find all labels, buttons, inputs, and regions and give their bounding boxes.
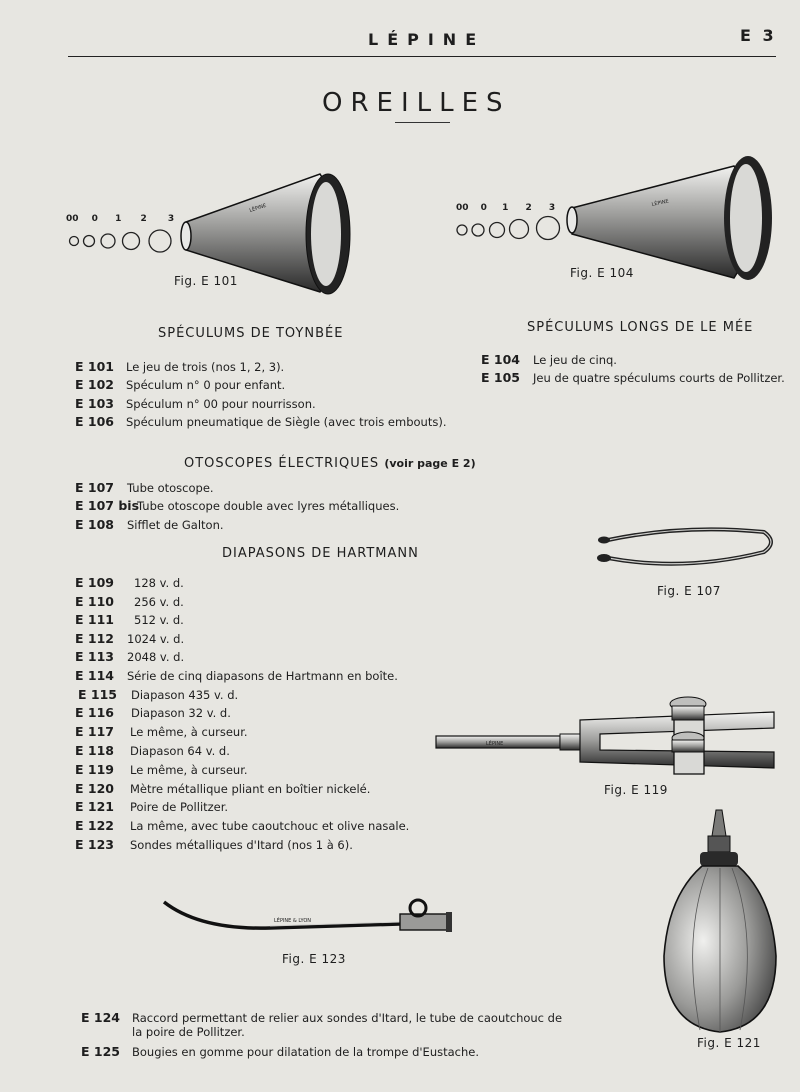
- item-desc: Diapason 64 v. d.: [130, 744, 230, 758]
- item-code: E 114: [75, 668, 114, 683]
- item-code: E 123: [75, 837, 114, 852]
- pollitzer-bulb-e121-drawing: [660, 806, 782, 1038]
- item-code: E 111: [75, 612, 114, 627]
- section-heading-toynbee: SPÉCULUMS DE TOYNBÉE: [158, 326, 344, 341]
- section-heading-lemee: SPÉCULUMS LONGS DE LE MÉE: [527, 320, 754, 335]
- size-circles-e104: [454, 214, 569, 244]
- size-label: 00: [66, 214, 79, 224]
- size-label: 00: [456, 203, 469, 213]
- item-code: E 106: [75, 414, 114, 429]
- engraving-text: LÉPINE: [486, 741, 504, 747]
- item-code: E 101: [75, 359, 114, 374]
- heading-text: OTOSCOPES ÉLECTRIQUES: [184, 456, 380, 471]
- item-desc: Le jeu de cinq.: [533, 353, 617, 367]
- item-desc: La même, avec tube caoutchouc et olive nasale.: [130, 819, 410, 833]
- figure-caption-e119: Fig. E 119: [604, 783, 668, 797]
- item-code: E 110: [75, 594, 114, 609]
- item-desc: Spéculum n° 0 pour enfant.: [126, 378, 286, 392]
- engraving-text: LÉPINE & LYON: [274, 918, 311, 924]
- item-desc: Spéculum n° 00 pour nourrisson.: [126, 397, 316, 411]
- size-label: 0: [480, 203, 487, 213]
- item-code: E 112: [75, 631, 114, 646]
- page-title: OREILLES: [322, 88, 511, 118]
- item-code: E 104: [481, 352, 520, 367]
- header-brand: LÉPINE: [368, 30, 486, 49]
- item-desc: Le même, à curseur.: [130, 763, 248, 777]
- page-number: E 3: [740, 26, 777, 45]
- item-desc-continued: la poire de Pollitzer.: [132, 1025, 245, 1039]
- size-label: 3: [167, 214, 175, 224]
- item-desc: Série de cinq diapasons de Hartmann en boîte.: [127, 669, 398, 683]
- item-code: E 125: [81, 1044, 120, 1059]
- figure-caption-e107: Fig. E 107: [657, 584, 721, 598]
- size-label: 1: [502, 203, 509, 213]
- item-code: E 108: [75, 517, 114, 532]
- item-desc: Jeu de quatre spéculums courts de Pollitzer.: [533, 371, 785, 385]
- item-desc: 512 v. d.: [134, 613, 184, 627]
- section-heading-otoscopes: [184, 456, 476, 471]
- item-desc: 128 v. d.: [134, 576, 184, 590]
- item-desc: Le même, à curseur.: [130, 725, 248, 739]
- item-desc: Mètre métallique pliant en boîtier nickelé.: [130, 782, 371, 796]
- item-code: E 105: [481, 370, 520, 385]
- engraving-text: LÉPINE: [651, 198, 670, 208]
- item-desc: 1024 v. d.: [127, 632, 185, 646]
- item-desc: Sifflet de Galton.: [127, 518, 224, 532]
- size-circles-e101: [66, 226, 181, 256]
- item-code: E 113: [75, 649, 114, 664]
- figure-caption-e104: Fig. E 104: [570, 266, 634, 280]
- item-code: E 116: [75, 705, 114, 720]
- item-code: E 122: [75, 818, 114, 833]
- item-desc: 2048 v. d.: [127, 650, 185, 664]
- tuning-fork-e119-drawing: [434, 694, 780, 778]
- size-label: 0: [91, 214, 98, 224]
- item-code: E 124: [81, 1010, 120, 1025]
- size-labels-e104: [456, 203, 555, 213]
- heading-note: (voir page E 2): [384, 457, 476, 470]
- item-code: E 107 bis: [75, 498, 140, 513]
- item-code: E 118: [75, 743, 114, 758]
- item-desc: Poire de Pollitzer.: [130, 800, 229, 814]
- item-code: E 115: [78, 687, 117, 702]
- item-desc: Tube otoscope double avec lyres métalliques.: [137, 499, 400, 513]
- figure-caption-e123: Fig. E 123: [282, 952, 346, 966]
- size-labels-e101: [66, 214, 174, 224]
- item-code: E 117: [75, 724, 114, 739]
- item-desc: Le jeu de trois (nos 1, 2, 3).: [126, 360, 285, 374]
- item-code: E 120: [75, 781, 114, 796]
- otoscope-tube-e107-drawing: [594, 520, 784, 582]
- item-code: E 107: [75, 480, 114, 495]
- header-rule: [68, 56, 776, 57]
- figure-caption-e101: Fig. E 101: [174, 274, 238, 288]
- item-code: E 121: [75, 799, 114, 814]
- size-label: 1: [115, 214, 122, 224]
- item-desc: Bougies en gomme pour dilatation de la trompe d'Eustache.: [132, 1045, 479, 1059]
- item-desc: 256 v. d.: [134, 595, 184, 609]
- figure-caption-e121: Fig. E 121: [697, 1036, 761, 1050]
- item-desc: Raccord permettant de relier aux sondes d'Itard, le tube de caoutchouc de: [132, 1011, 563, 1025]
- item-code: E 103: [75, 396, 114, 411]
- item-desc: Tube otoscope.: [127, 481, 214, 495]
- item-desc: Spéculum pneumatique de Siègle (avec trois embouts).: [126, 415, 447, 429]
- size-label: 2: [140, 214, 147, 224]
- item-desc: Sondes métalliques d'Itard (nos 1 à 6).: [130, 838, 353, 852]
- section-heading-hartmann: DIAPASONS DE HARTMANN: [222, 546, 419, 561]
- item-desc: Diapason 32 v. d.: [131, 706, 231, 720]
- item-code: E 119: [75, 762, 114, 777]
- size-label: 2: [525, 203, 532, 213]
- itard-catheter-e123-drawing: [160, 896, 460, 942]
- title-underline: [395, 122, 450, 123]
- engraving-text: LÉPINE: [248, 202, 268, 214]
- item-code: E 109: [75, 575, 114, 590]
- item-desc: Diapason 435 v. d.: [131, 688, 239, 702]
- size-label: 3: [548, 203, 556, 213]
- speculum-e104-drawing: [566, 152, 778, 282]
- item-code: E 102: [75, 377, 114, 392]
